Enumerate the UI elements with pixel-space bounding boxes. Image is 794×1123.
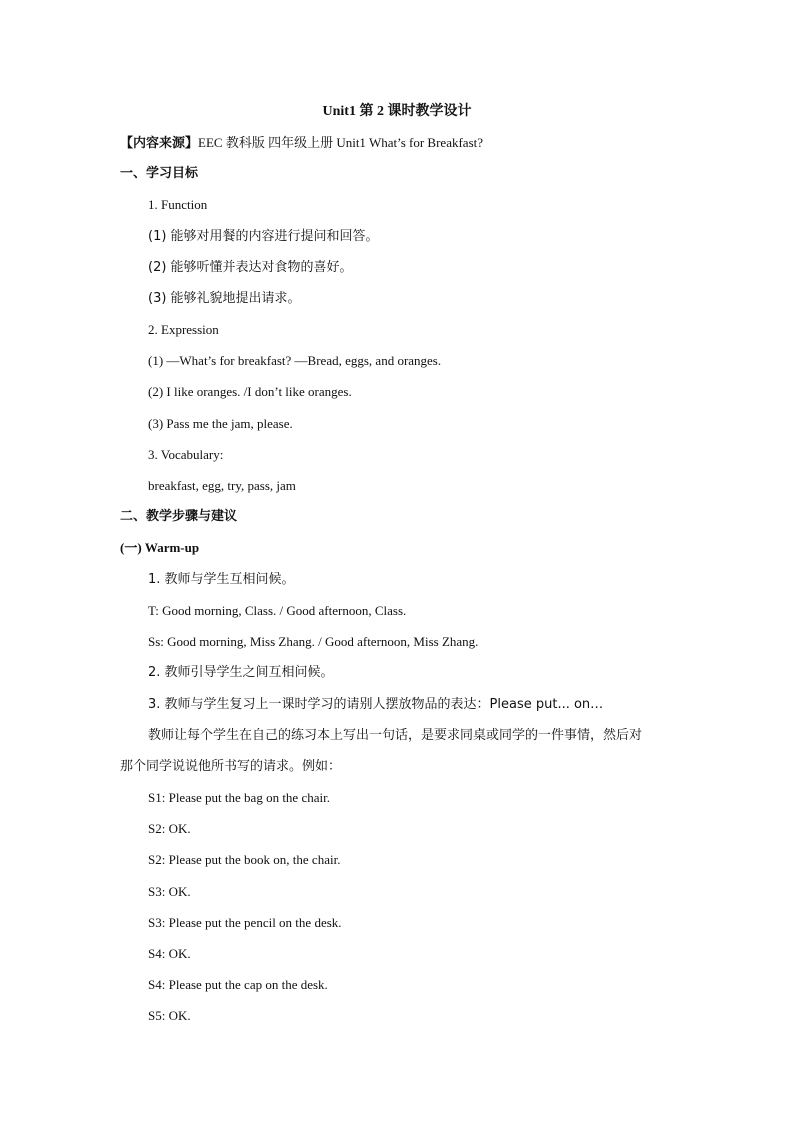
paragraph-line: 教师让每个学生在自己的练习本上写出一句话，是要求同桌或同学的一件事情，然后对 [148, 728, 643, 743]
dialogue-line: S4: OK. [148, 946, 191, 961]
expression-item: (3) Pass me the jam, please. [148, 416, 293, 431]
source-line [120, 135, 483, 152]
source-text: EEC 教科版 四年级上册 Unit1 What’s for Breakfast? [198, 135, 484, 150]
step-3: 3. 教师与学生复习上一课时学习的请别人摆放物品的表达：Please put... on… [148, 697, 604, 712]
expression-item: (2) I like oranges. /I don’t like oranges. [148, 384, 352, 399]
step-1-students-line: Ss: Good morning, Miss Zhang. / Good afternoon, Miss Zhang. [148, 634, 479, 649]
dialogue-line: S1: Please put the bag on the chair. [148, 790, 330, 805]
step-1: 1. 教师与学生互相问候。 [148, 572, 295, 587]
section1-heading: 一、学习目标 [120, 166, 199, 181]
function-item: (2) 能够听懂并表达对食物的喜好。 [148, 260, 353, 275]
vocabulary-label: 3. Vocabulary: [148, 447, 224, 462]
step-2: 2. 教师引导学生之间互相问候。 [148, 665, 334, 680]
vocabulary-words: breakfast, egg, try, pass, jam [148, 478, 296, 493]
function-item: (3) 能够礼貌地提出请求。 [148, 291, 301, 306]
paragraph-line: 那个同学说说他所书写的请求。例如： [120, 759, 342, 774]
warmup-heading: (一) Warm-up [120, 540, 200, 555]
expression-label: 2. Expression [148, 322, 219, 337]
document-title: Unit1 第 2 课时教学设计 [322, 104, 472, 119]
step-1-teacher-line: T: Good morning, Class. / Good afternoon, Class. [148, 603, 407, 618]
source-label: 【内容来源】 [120, 136, 199, 151]
dialogue-line: S2: Please put the book on, the chair. [148, 852, 341, 867]
dialogue-line: S3: Please put the pencil on the desk. [148, 915, 342, 930]
expression-item: (1) —What’s for breakfast? —Bread, eggs, and oranges. [148, 353, 442, 368]
dialogue-line: S3: OK. [148, 884, 191, 899]
dialogue-line: S2: OK. [148, 821, 191, 836]
dialogue-line: S5: OK. [148, 1008, 191, 1023]
function-label: 1. Function [148, 197, 208, 212]
dialogue-line: S4: Please put the cap on the desk. [148, 977, 328, 992]
function-item: (1) 能够对用餐的内容进行提问和回答。 [148, 229, 379, 244]
section2-heading: 二、教学步骤与建议 [120, 509, 238, 524]
